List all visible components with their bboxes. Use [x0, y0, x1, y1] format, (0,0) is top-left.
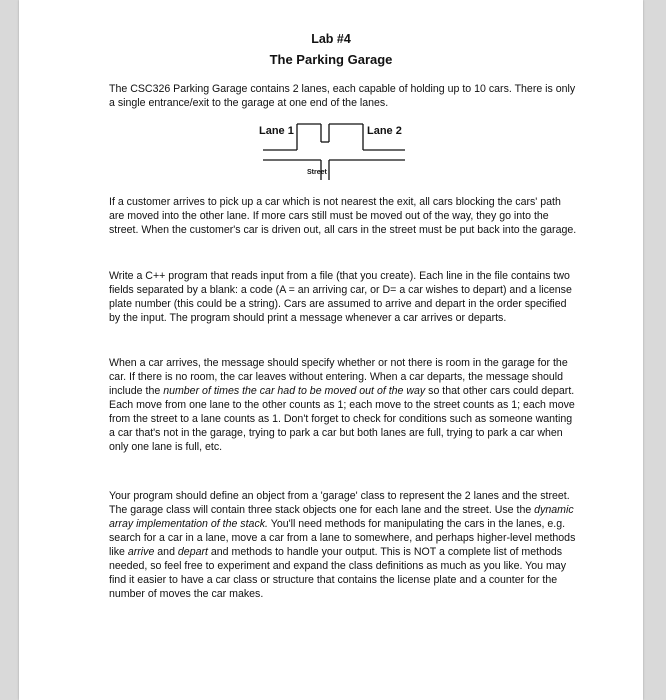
page-title: The Parking Garage — [269, 52, 393, 67]
paragraph-garage-class: Your program should define an object from a 'garage' class to represent the 2 lanes and the street. The garage class will contain three stack objects one for each lane and the street. Use the dynamic array implementation of the stack. You'll need methods for manipulating the cars in the lanes, e.g. search for a car in a lane, move a car from a lane to somewhere, and perhaps higher-level methods like arrive and depart and methods to handle your output. This is NOT a complete list of methods needed, so feel free to experiment and expand the class definitions as much as you like. You may find it easier to have a car class or structure that contains the license plate and a counter for the number of moves the car makes. — [109, 490, 576, 600]
emphasis-arrive: arrive — [127, 546, 155, 558]
lane2-label: Lane 2 — [367, 125, 402, 137]
street-label: Street — [307, 169, 327, 176]
parking-diagram — [255, 120, 435, 182]
emphasis-dynamic-array: dynamic array implementation of the stack. — [109, 504, 574, 530]
lane1-label: Lane 1 — [259, 125, 294, 137]
paragraph-program-input: Write a C++ program that reads input from a file (that you create). Each line in the file contains two fields separated by a blank: a code (A = an arriving car, or D= a car wishes to depart) and a license plate number (this could be a string). Cars are assumed to arrive and depart in the order specified by the input. The program should print a message whenever a car arrives or departs. — [109, 270, 572, 324]
intro-paragraph: The CSC326 Parking Garage contains 2 lanes, each capable of holding up to 10 cars. There is only a single entrance/exit to the garage at one end of the lanes. — [109, 83, 576, 109]
paragraph-car-messages: When a car arrives, the message should specify whether or not there is room in the garage for the car. If there is no room, the car leaves without entering. When a car departs, the message should include the number of times the car had to be moved out of the way so that other cars could depart. Each move from one lane to the other counts as 1; each move to the street counts as 1; each move from the street to a lane counts as 1. Don't forget to check for conditions such as someone wanting a car that's not in the garage, trying to park a car but both lanes are full, trying to park a car when only one lane is full, etc. — [109, 357, 575, 453]
emphasis-move-count: number of times the car had to be moved out of the way — [163, 385, 426, 397]
emphasis-depart: depart — [177, 546, 208, 558]
document-page — [19, 0, 643, 700]
paragraph-customer-arrives: If a customer arrives to pick up a car which is not nearest the exit, all cars blocking the cars' path are moved into the other lane. If more cars still must be moved out of the way, they go into the street. When the customer's car is driven out, all cars in the street must be put back into the garage. — [109, 196, 577, 236]
lab-heading: Lab #4 — [311, 32, 351, 46]
